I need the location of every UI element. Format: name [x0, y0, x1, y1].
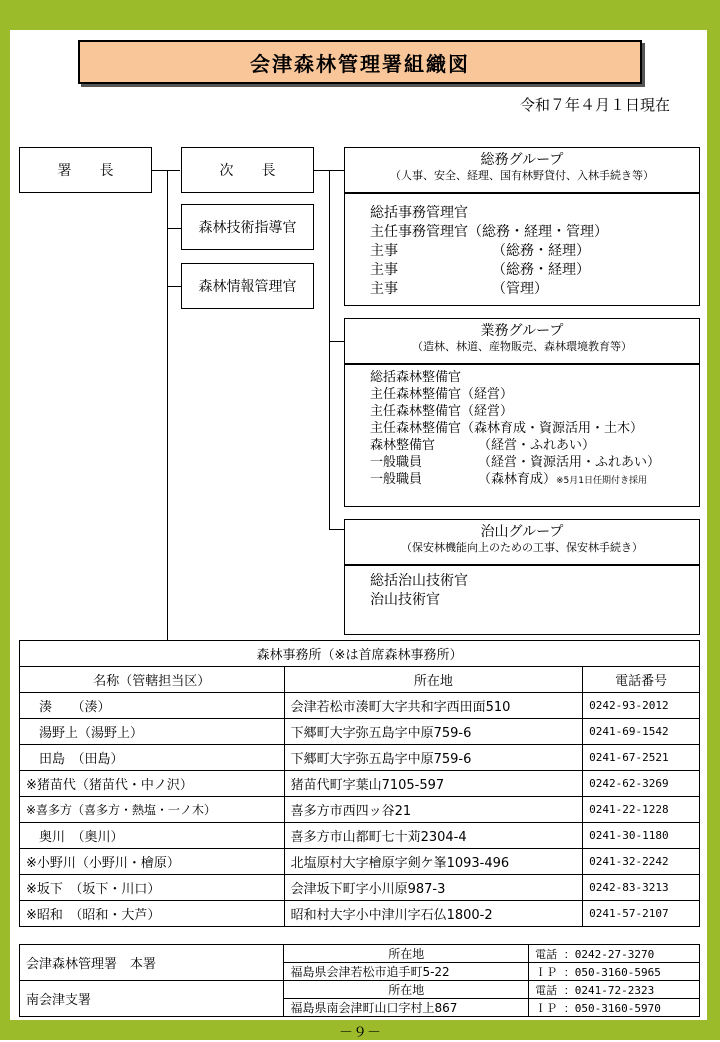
group-general-affairs-staff: [344, 193, 700, 306]
hq-address: 福島県南会津町山口字村上867: [284, 999, 529, 1017]
staff-duty: （経営・資源活用・ふれあい）: [478, 455, 661, 470]
office-name: ※小野川（小野川・檜原）: [20, 849, 285, 875]
group-erosion-control-staff: [344, 565, 700, 635]
group-operations-header: [344, 318, 700, 364]
address-label: 所在地: [284, 981, 529, 999]
column-header: 電話番号: [583, 667, 700, 693]
office-address: 喜多方市山都町七十苅2304-4: [284, 823, 583, 849]
table-row: [20, 823, 700, 849]
chief-box: 署 長: [19, 147, 152, 193]
office-phone: 0241-22-1228: [583, 797, 700, 823]
office-phone: 0241-69-1542: [583, 719, 700, 745]
staff-row: [370, 454, 661, 471]
hiring-note: ※5月1日任期付き採用: [556, 476, 648, 486]
staff-title: 総括森林整備官: [370, 370, 462, 385]
table-row: [20, 849, 700, 875]
connector: [329, 341, 344, 342]
hq-name: 南会津支署: [20, 981, 284, 1017]
staff-title: 森林整備官: [370, 438, 436, 453]
staff-list: [370, 369, 661, 488]
connector: [167, 170, 168, 640]
staff-title: 主任森林整備官: [370, 404, 462, 419]
hq-tel: 電話 ：0242-27-3270: [529, 945, 700, 963]
staff-duty: （経営）: [461, 387, 514, 402]
staff-duty: （経営・ふれあい）: [478, 438, 596, 453]
table-row: [20, 875, 700, 901]
connector: [167, 228, 181, 229]
staff-row: [370, 471, 648, 488]
group-name: 業務グループ: [480, 323, 564, 339]
office-phone: 0242-83-3213: [583, 875, 700, 901]
staff-row: [370, 261, 608, 280]
staff-title: 一般職員: [370, 472, 423, 487]
office-address: 会津坂下町字小川原987-3: [284, 875, 583, 901]
connector: [329, 529, 344, 530]
table-row: [20, 797, 700, 823]
connector: [152, 170, 180, 171]
office-phone: 0242-93-2012: [583, 693, 700, 719]
staff-duty: （森林育成・資源活用・土木）: [461, 421, 644, 436]
info-officer-box: 森林情報管理官: [181, 263, 314, 309]
staff-title: 総括事務管理官: [370, 205, 468, 221]
staff-row: [370, 591, 468, 610]
staff-row: [370, 420, 643, 437]
office-address: 下郷町大字弥五島字中原759-6: [284, 745, 583, 771]
table-caption: 森林事務所（※は首席森林事務所）: [20, 641, 700, 667]
group-description: （保安林機能向上のための工事、保安林手続き）: [401, 541, 643, 554]
office-name: 湯野上（湯野上）: [20, 719, 285, 745]
staff-row: [370, 242, 608, 261]
table-row: [20, 901, 700, 927]
office-name: ※昭和 （昭和・大芦）: [20, 901, 285, 927]
group-general-affairs-header: [344, 147, 700, 193]
page-number: －９－: [339, 1025, 381, 1041]
staff-title: 一般職員: [370, 455, 423, 470]
office-name: 奥川 （奥川）: [20, 823, 285, 849]
staff-title: 総括治山技術官: [370, 573, 468, 589]
connector: [329, 170, 330, 530]
frame-border-top: [0, 0, 720, 30]
staff-row: [370, 572, 468, 591]
staff-row: [370, 386, 643, 403]
office-address: 北塩原村大字檜原字剣ケ峯1093-496: [284, 849, 583, 875]
group-operations-staff: [344, 364, 700, 507]
forest-office-table: [19, 640, 700, 927]
headquarters-table: [19, 944, 700, 1017]
tech-advisor-box: 森林技術指導官: [181, 204, 314, 250]
staff-row: [370, 204, 608, 223]
office-phone: 0241-67-2521: [583, 745, 700, 771]
staff-duty: （総務・経理）: [492, 262, 590, 278]
effective-date: 令和７年４月１日現在: [519, 96, 670, 114]
staff-title: 主任森林整備官: [370, 421, 462, 436]
group-name: 治山グループ: [480, 524, 564, 540]
staff-row: [370, 223, 608, 242]
office-phone: 0241-30-1180: [583, 823, 700, 849]
deputy-box: 次 長: [181, 147, 314, 193]
staff-duty: （管理）: [492, 281, 548, 297]
hq-address: 福島県会津若松市追手町5-22: [284, 963, 529, 981]
table-row: [20, 771, 700, 797]
frame-border-left: [0, 0, 10, 1040]
staff-list: [370, 572, 468, 610]
hq-ip: ＩＰ ：050-3160-5970: [529, 999, 700, 1017]
staff-title: 主事: [370, 243, 398, 259]
table-row: [20, 745, 700, 771]
staff-duty: （経営）: [461, 404, 514, 419]
hq-tel: 電話 ：0241-72-2323: [529, 981, 700, 999]
table-row: [20, 719, 700, 745]
office-name: 田島 （田島）: [20, 745, 285, 771]
table-row: [20, 693, 700, 719]
column-header: 名称（管轄担当区）: [20, 667, 285, 693]
staff-title: 治山技術官: [370, 592, 440, 608]
office-address: 会津若松市湊町大字共和字西田面510: [284, 693, 583, 719]
staff-duty: （総務・経理・管理）: [468, 224, 608, 240]
staff-duty: （森林育成）: [478, 472, 557, 487]
group-description: （造林、林道、産物販売、森林環境教育等）: [412, 340, 632, 353]
staff-row: [370, 437, 643, 454]
office-address: 昭和村大字小中津川字石仏1800-2: [284, 901, 583, 927]
staff-title: 主任森林整備官: [370, 387, 462, 402]
group-name: 総務グループ: [480, 152, 564, 168]
staff-list: [370, 204, 608, 299]
column-header: 所在地: [284, 667, 583, 693]
frame-border-right: [707, 0, 720, 1040]
staff-duty: （総務・経理）: [492, 243, 590, 259]
office-phone: 0241-57-2107: [583, 901, 700, 927]
office-name: ※喜多方（喜多方・熱塩・一ノ木）: [20, 797, 285, 823]
office-name: ※猪苗代（猪苗代・中ノ沢）: [20, 771, 285, 797]
hq-name: 会津森林管理署 本署: [20, 945, 284, 981]
staff-row: [370, 403, 643, 420]
office-name: ※坂下 （坂下・川口）: [20, 875, 285, 901]
group-erosion-control-header: [344, 519, 700, 565]
staff-title: 主事: [370, 281, 398, 297]
office-address: 猪苗代町字葉山7105-597: [284, 771, 583, 797]
office-phone: 0241-32-2242: [583, 849, 700, 875]
office-name: 湊 （湊）: [20, 693, 285, 719]
staff-row: [370, 280, 608, 299]
connector: [167, 286, 181, 287]
office-address: 喜多方市西四ッ谷21: [284, 797, 583, 823]
address-label: 所在地: [284, 945, 529, 963]
staff-row: [370, 369, 643, 386]
office-phone: 0242-62-3269: [583, 771, 700, 797]
staff-title: 主任事務管理官: [370, 224, 468, 240]
staff-title: 主事: [370, 262, 398, 278]
group-description: （人事、安全、経理、国有林野貸付、入林手続き等）: [390, 169, 654, 182]
hq-ip: ＩＰ ：050-3160-5965: [529, 963, 700, 981]
office-address: 下郷町大字弥五島字中原759-6: [284, 719, 583, 745]
page-title: 会津森林管理署組織図: [78, 40, 642, 84]
